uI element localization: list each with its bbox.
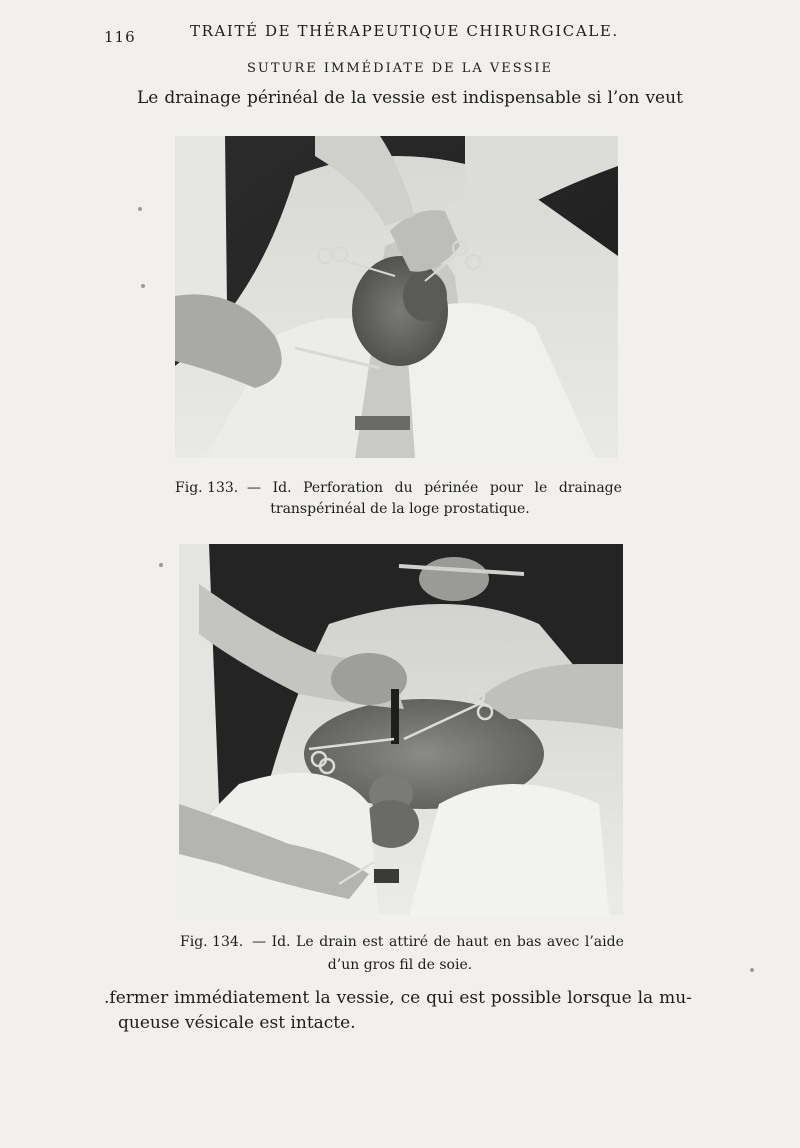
word: de [324, 88, 345, 108]
word: bas [516, 934, 542, 950]
figure-133-caption-text [247, 480, 622, 496]
word: Le [296, 934, 314, 950]
word: Id. [272, 480, 292, 496]
figure-134-caption-line-2: d’un gros fil de soie. [327, 957, 473, 973]
word: est [459, 988, 485, 1008]
body-text-line-3: queuse vésicale est intacte. [118, 1013, 356, 1033]
page-number: 116 [104, 28, 136, 46]
word: — [247, 480, 261, 496]
word: Le [137, 88, 159, 108]
word: de [433, 934, 451, 950]
word: est [362, 934, 384, 950]
word: périnée [424, 480, 479, 496]
word: est [431, 88, 457, 108]
word: drainage [558, 480, 622, 496]
word: mu- [659, 988, 692, 1008]
word: indispensable [462, 88, 582, 108]
word: drain [319, 934, 357, 950]
word: — [252, 934, 266, 950]
figure-134-caption-line-1 [180, 934, 624, 950]
figure-133-label: Fig. 133. [175, 480, 239, 496]
paper-speck [138, 207, 142, 211]
word: Id. [271, 934, 291, 950]
word: immédiatement [174, 988, 310, 1008]
word: Perforation [303, 480, 384, 496]
body-text-line-1 [137, 88, 683, 108]
word: possible [490, 988, 562, 1008]
figure-134-label: Fig. 134. [180, 934, 244, 950]
word: l’on [607, 88, 640, 108]
word: si [587, 88, 602, 108]
word: périnéal [246, 88, 319, 108]
word: l’aide [584, 934, 624, 950]
body-text-line-2 [104, 988, 692, 1008]
word: vessie, [336, 988, 395, 1008]
paper-speck [750, 968, 754, 972]
word: pour [489, 480, 523, 496]
word: ce [400, 988, 421, 1008]
word: drainage [164, 88, 241, 108]
paper-speck [159, 563, 163, 567]
word: .fermer [104, 988, 169, 1008]
figure-133-photo [175, 136, 618, 458]
figure-134-caption-text [252, 934, 624, 950]
running-head: TRAITÉ DE THÉRAPEUTIQUE CHIRURGICALE. [190, 22, 619, 40]
word: lorsque [567, 988, 632, 1008]
paper-speck [141, 284, 145, 288]
word: attiré [388, 934, 429, 950]
word: avec [546, 934, 580, 950]
word: qui [426, 988, 454, 1008]
word: le [534, 480, 548, 496]
word: vessie [372, 88, 426, 108]
word: la [315, 988, 331, 1008]
word: en [493, 934, 512, 950]
word: du [394, 480, 413, 496]
figure-133-caption-line-2: transpérinéal de la loge prostatique. [270, 501, 530, 517]
section-title: SUTURE IMMÉDIATE DE LA VESSIE [247, 61, 553, 76]
word: haut [456, 934, 489, 950]
word: la [637, 988, 654, 1008]
figure-134-photo [179, 544, 623, 915]
word: la [350, 88, 367, 108]
figure-133-caption-line-1 [175, 480, 622, 496]
word: veut [645, 88, 683, 108]
